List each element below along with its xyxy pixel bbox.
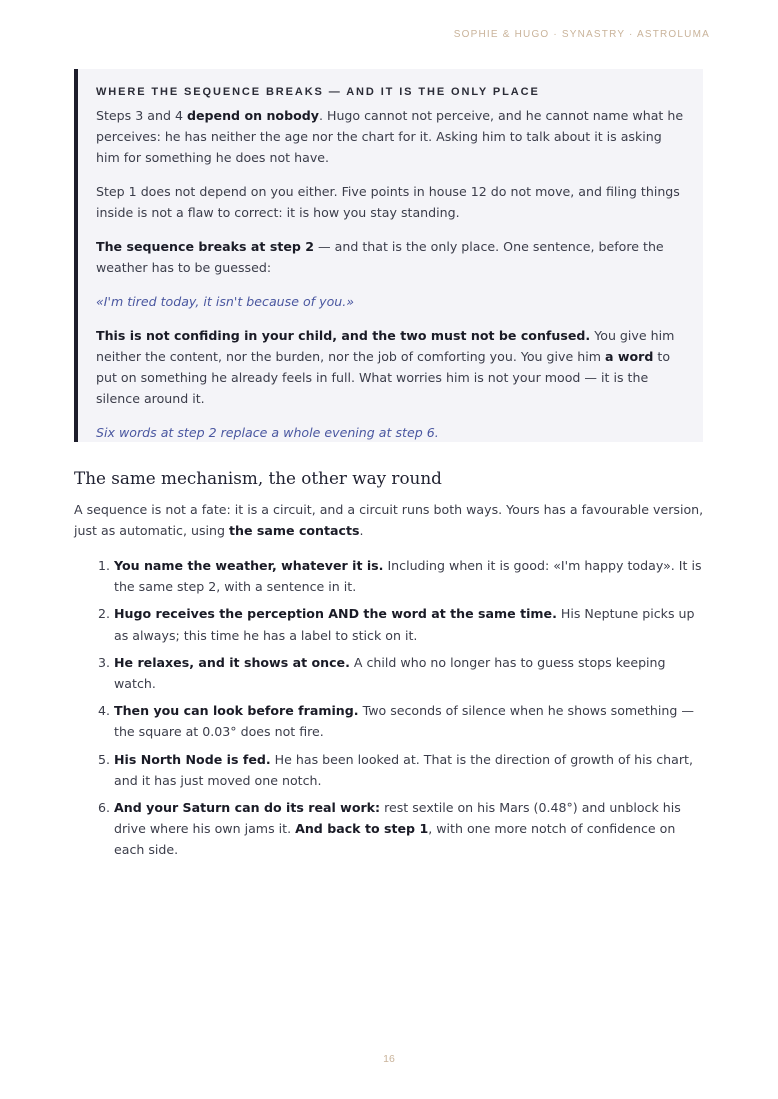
emphasis-text: The sequence breaks at step 2 — [96, 239, 315, 255]
callout-quote: «I'm tired today, it isn't because of you.» — [96, 293, 355, 309]
page-number: 16 — [383, 1053, 395, 1065]
text-run: Steps 3 and 4 — [96, 108, 187, 123]
step-text: , with one more notch of confidence on each side. — [114, 821, 676, 858]
list-number: 1. — [98, 558, 111, 573]
list-item — [74, 652, 704, 694]
step-text: Two seconds of silence when he shows something — the square at 0.03° does not fire. — [114, 703, 694, 740]
callout-closing: Six words at step 2 replace a whole evening at step 6. — [96, 424, 439, 440]
list-number: 2. — [98, 606, 111, 622]
callout-paragraph-2: Step 1 does not depend on you either. Five points in house 12 do not move, and filing things inside is not a flaw to correct: it is how you stay standing. — [96, 184, 680, 221]
list-number: 6. — [98, 800, 111, 816]
text-run: — and that is the only place. One sentence, before the weather has to be guessed: — [96, 239, 664, 276]
list-item — [74, 603, 704, 645]
callout-title: WHERE THE SEQUENCE BREAKS — AND IT IS THE ONLY PLACE — [96, 86, 540, 98]
section-intro — [74, 499, 704, 541]
text-run: to put on something he already feels in full. What worries him is not your mood — it is the silence around it. — [96, 348, 671, 407]
step-heading: And your Saturn can do its real work: — [114, 800, 381, 816]
list-number: 5. — [98, 751, 111, 767]
list-item — [74, 700, 704, 742]
emphasis-text: the same contacts — [228, 523, 360, 539]
text-run: You give him neither the content, nor the burden, nor the job of comforting you. You give him — [96, 327, 675, 364]
callout-paragraph-4 — [96, 325, 684, 410]
text-run: . — [359, 523, 364, 539]
step-heading: Hugo receives the perception AND the word at the same time. — [114, 606, 557, 622]
text-run: A sequence is not a fate: it is a circuit, and a circuit runs both ways. Yours has a favourable version, just as automatic, using — [74, 502, 704, 539]
step-heading: Then you can look before framing. — [114, 703, 359, 719]
running-header: SOPHIE & HUGO · SYNASTRY · ASTROLUMA — [453, 29, 710, 40]
callout-box — [74, 69, 703, 442]
step-heading: He relaxes, and it shows at once. — [114, 654, 350, 670]
step-text: His Neptune picks up as always; this time he has a label to stick on it. — [114, 606, 695, 643]
callout-paragraph-1 — [96, 105, 684, 169]
step-text: A child who no longer has to guess stops keeping watch. — [114, 654, 666, 692]
emphasis-text: This is not confiding in your child, and the two must not be confused. — [96, 327, 591, 343]
list-item — [74, 797, 704, 861]
step-heading: And back to step 1 — [295, 821, 429, 837]
list-item — [74, 749, 704, 791]
list-number: 4. — [98, 703, 111, 719]
emphasis-text: depend on nobody — [186, 108, 319, 123]
emphasis-text: a word — [605, 348, 654, 364]
step-heading: His North Node is fed. — [114, 751, 271, 767]
step-text: rest sextile on his Mars (0.48°) and unblock his drive where his own jams it. — [114, 800, 681, 837]
callout-paragraph-3 — [96, 236, 684, 278]
step-text: He has been looked at. That is the direction of growth of his chart, and it has just moved one notch. — [114, 751, 693, 788]
list-item — [74, 555, 704, 597]
step-text: Including when it is good: «I'm happy today». It is the same step 2, with a sentence in it. — [114, 558, 702, 595]
text-run: . Hugo cannot not perceive, and he cannot name what he perceives: he has neither the age nor the chart for it. Asking him to talk about it is asking him for something he does not have. — [96, 108, 684, 166]
list-number: 3. — [98, 654, 111, 670]
steps-list — [74, 555, 704, 867]
step-heading: You name the weather, whatever it is. — [114, 558, 384, 573]
section-title: The same mechanism, the other way round — [74, 468, 442, 488]
